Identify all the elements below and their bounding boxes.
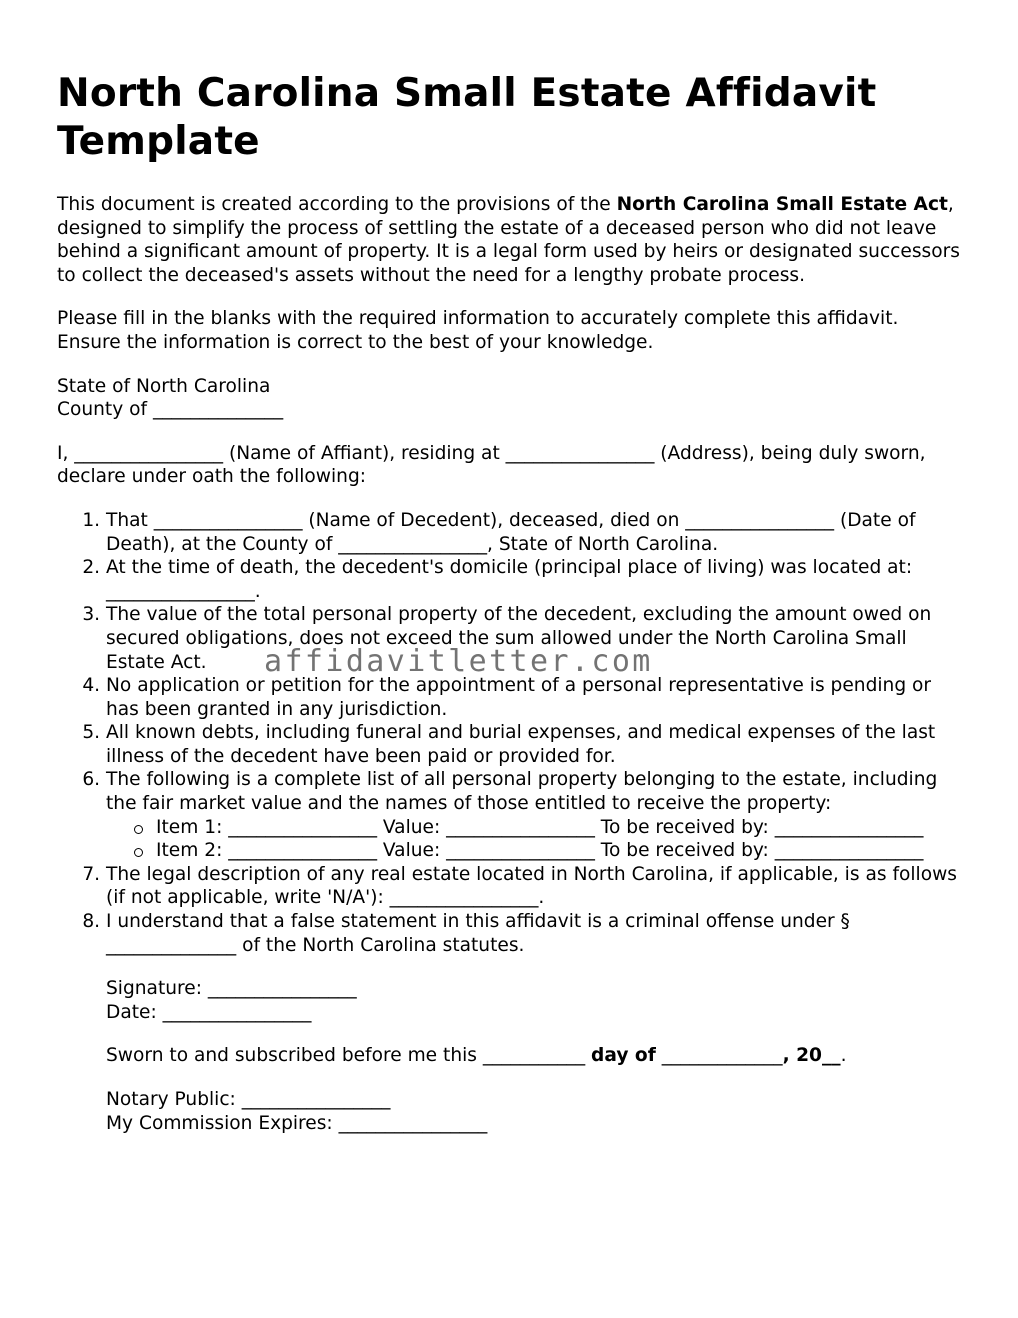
- clause-item-property: [106, 768, 967, 862]
- clause-item: 3. The value of the total personal property of the decedent, excluding the amount owed on secured obligations, does not exceed the sum allowed under the North Carolina Small Estate Act.: [106, 603, 967, 674]
- property-item-text: Item 2: ________________ Value: ________________ To be received by: ________________: [156, 840, 924, 862]
- bullet-circle-icon: [134, 848, 143, 857]
- notary-line: Notary Public: ________________: [106, 1089, 391, 1110]
- property-item: [131, 816, 967, 840]
- sworn-statement: [57, 1044, 967, 1068]
- state-line: State of North Carolina: [57, 375, 271, 397]
- document-title: North Carolina Small Estate Affidavit Template: [57, 71, 877, 164]
- property-item-text: Item 1: ________________ Value: ________________ To be received by: ________________: [156, 816, 924, 838]
- affiant-statement: I, ________________ (Name of Affiant), residing at ________________ (Address), being duly sworn, declare under oath the following:: [57, 442, 926, 488]
- sworn-text-before: Sworn to and subscribed before me this ___________: [106, 1045, 592, 1067]
- sworn-text-middle: _____________: [655, 1045, 783, 1067]
- sworn-year: , 20__: [782, 1045, 841, 1067]
- signature-line: Signature: ________________: [106, 978, 357, 1000]
- affidavit-document: [57, 70, 967, 1135]
- sworn-text-end: .: [840, 1045, 847, 1067]
- intro-text-before: This document is created according to the provisions of the: [57, 194, 617, 215]
- clause-item: 1. That ________________ (Name of Decedent), deceased, died on ________________ (Date of Death), at the County of ________________, State of North Carolina.: [106, 509, 967, 556]
- intro-text-after: , designed to simplify the process of settling the estate of a deceased person who did not leave behind a significant amount of property. It is a legal form used by heirs or designated successors to collect the deceased's assets without the need for a lengthy probate process.: [57, 194, 960, 286]
- clause-item: 7. The legal description of any real estate located in North Carolina, if applicable, is as follows (if not applicable, write 'N/A'): ________________.: [106, 863, 967, 910]
- property-item: [131, 839, 967, 863]
- commission-line: My Commission Expires: ________________: [106, 1112, 488, 1134]
- intro-paragraph: [57, 193, 967, 287]
- county-line: County of ______________: [57, 399, 284, 421]
- instructions-paragraph: Please fill in the blanks with the required information to accurately complete this affidavit. Ensure the information is correct to the best of your knowledge.: [57, 308, 899, 353]
- clause-item: 2. At the time of death, the decedent's domicile (principal place of living) was located at: ________________.: [106, 556, 967, 603]
- intro-act-name: North Carolina Small Estate Act: [616, 194, 948, 215]
- venue-block: [57, 375, 967, 422]
- property-item-list: [106, 816, 967, 863]
- watermark: affidavitletter.com: [264, 644, 653, 679]
- clause-text: The following is a complete list of all personal property belonging to the estate, including the fair market value and the names of those entitled to receive the property:: [106, 769, 938, 815]
- bullet-circle-icon: [134, 825, 143, 834]
- clause-list: [57, 509, 967, 957]
- date-line: Date: ________________: [106, 1001, 312, 1023]
- clause-item: 4. No application or petition for the appointment of a personal representative is pending or has been granted in any jurisdiction.: [106, 674, 967, 721]
- clause-item: 8. I understand that a false statement in this affidavit is a criminal offense under § ______________ of the North Carolina statutes.: [106, 910, 967, 957]
- notary-block: [57, 1088, 967, 1135]
- clause-item: 5. All known debts, including funeral and burial expenses, and medical expenses of the last illness of the decedent have been paid or provided for.: [106, 721, 967, 768]
- sworn-day-of: day of: [591, 1045, 656, 1067]
- signature-block: [57, 977, 967, 1024]
